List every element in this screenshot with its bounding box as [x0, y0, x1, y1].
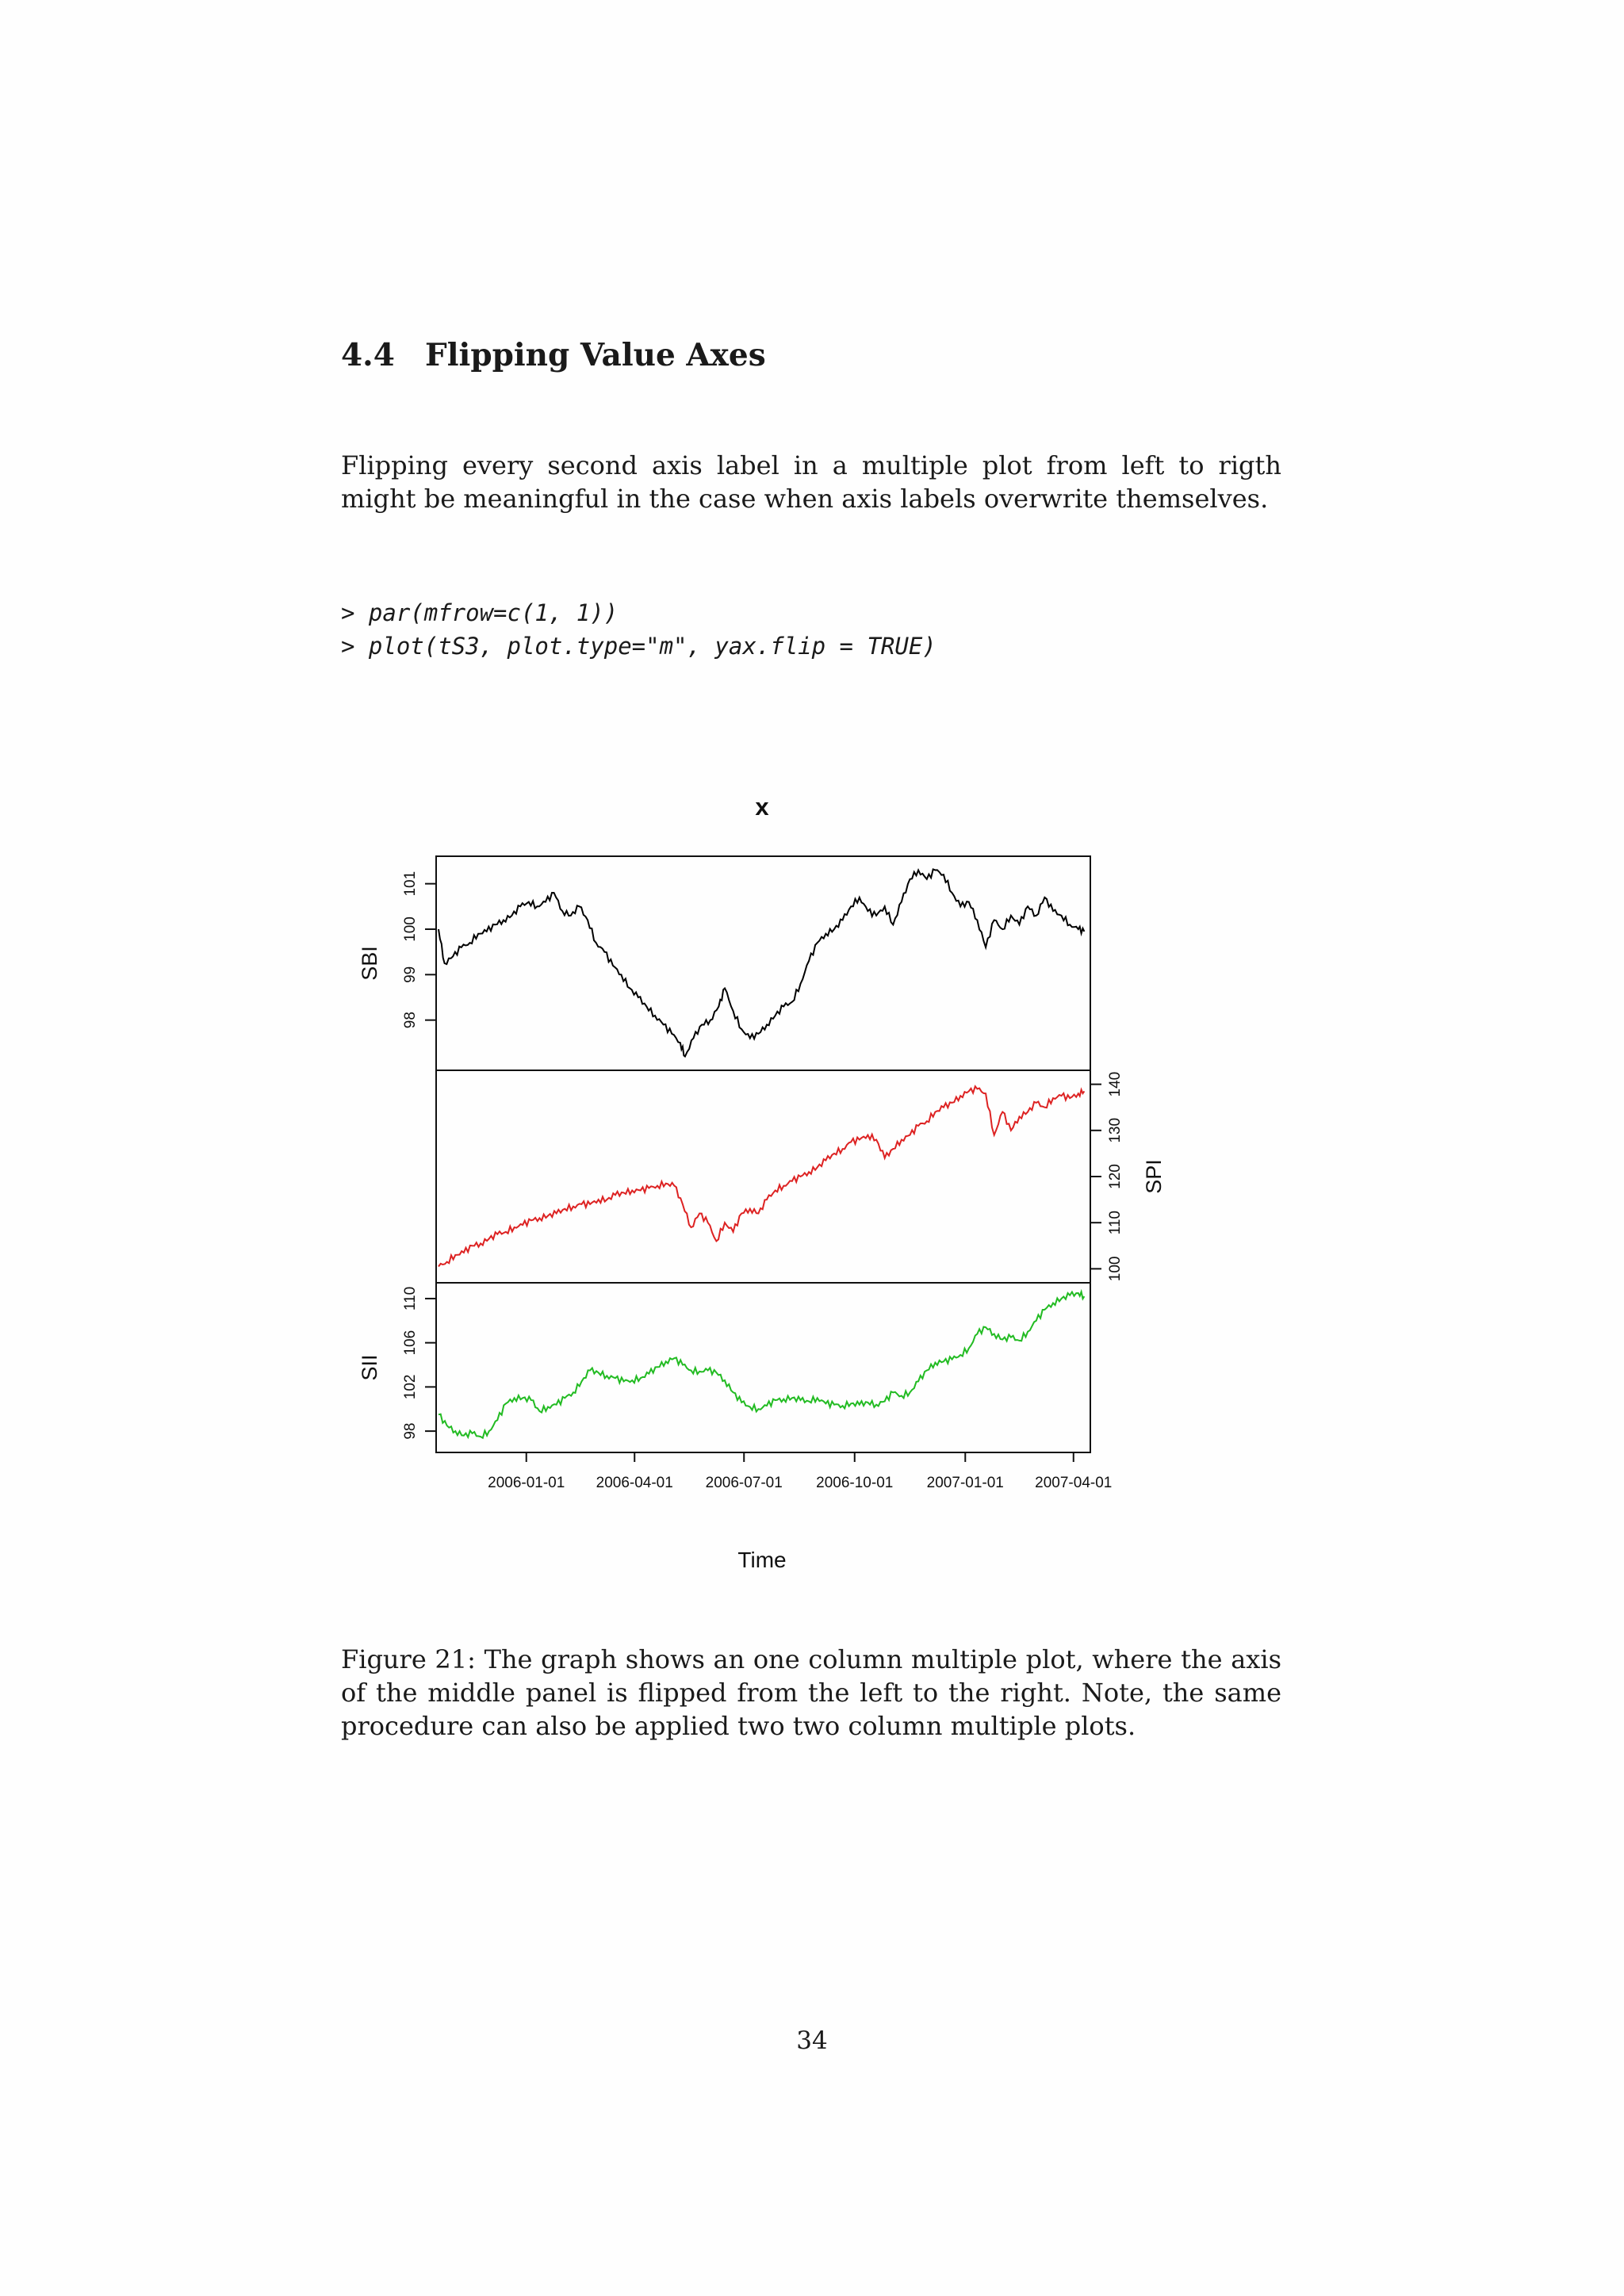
code-line: > plot(tS3, plot.type="m", yax.flip = TRUE): [341, 633, 936, 660]
y-tick-label: 99: [402, 966, 419, 983]
y-tick-label: 98: [402, 1422, 419, 1440]
chart-title: x: [755, 793, 769, 821]
y-axis-label-sbi: SBI: [358, 946, 382, 981]
y-tick-label: 130: [1107, 1117, 1124, 1143]
code-line: > par(mfrow=c(1, 1)): [341, 599, 619, 626]
section-number: 4.4: [341, 337, 395, 373]
x-tick-label: 2006-04-01: [596, 1475, 673, 1491]
y-tick-label: 100: [402, 916, 419, 942]
section-heading: [341, 337, 766, 373]
y-tick-label: 110: [1107, 1211, 1124, 1235]
y-axis-label-spi: SPI: [1142, 1159, 1166, 1194]
y-tick-label: 120: [1107, 1164, 1124, 1189]
panel-sii: [358, 1283, 1090, 1452]
code-block: [341, 596, 936, 663]
plot-panels: [358, 856, 1166, 1452]
panel-sbi: [358, 856, 1090, 1070]
figure-multiple-time-series-plot: [333, 777, 1166, 1586]
y-tick-label: 101: [402, 871, 419, 897]
y-tick-label: 98: [402, 1012, 419, 1029]
x-axis-label: Time: [737, 1548, 787, 1572]
series-line-sii: [439, 1292, 1084, 1437]
page-number: 34: [796, 2026, 828, 2055]
y-axis-label-sii: SII: [358, 1354, 382, 1381]
section-title: Flipping Value Axes: [425, 337, 766, 373]
x-tick-label: 2007-04-01: [1035, 1475, 1113, 1491]
y-tick-label: 110: [402, 1286, 419, 1311]
panel-frame: [436, 1070, 1090, 1283]
y-tick-label: 100: [1107, 1256, 1124, 1282]
x-axis: [488, 1452, 1112, 1491]
y-tick-label: 140: [1107, 1071, 1124, 1097]
x-tick-label: 2007-01-01: [926, 1475, 1004, 1491]
y-tick-label: 102: [402, 1374, 419, 1400]
x-tick-label: 2006-07-01: [705, 1475, 783, 1491]
x-tick-label: 2006-10-01: [816, 1475, 894, 1491]
panel-frame: [436, 856, 1090, 1070]
figure-caption: Figure 21: The graph shows an one column multiple plot, where the axis of the middle panel is flipped from the left to the right. Note, the same procedure can also be applied two two column multiple plots.: [341, 1644, 1281, 1741]
series-line-sbi: [439, 870, 1084, 1057]
y-tick-label: 106: [402, 1330, 419, 1356]
panel-spi: [436, 1070, 1166, 1283]
body-paragraph: Flipping every second axis label in a multiple plot from left to rigth might be meaningful in the case when axis labels overwrite themselves.: [341, 450, 1281, 514]
panel-frame: [436, 1283, 1090, 1452]
series-line-spi: [439, 1086, 1084, 1266]
x-tick-label: 2006-01-01: [488, 1475, 565, 1491]
